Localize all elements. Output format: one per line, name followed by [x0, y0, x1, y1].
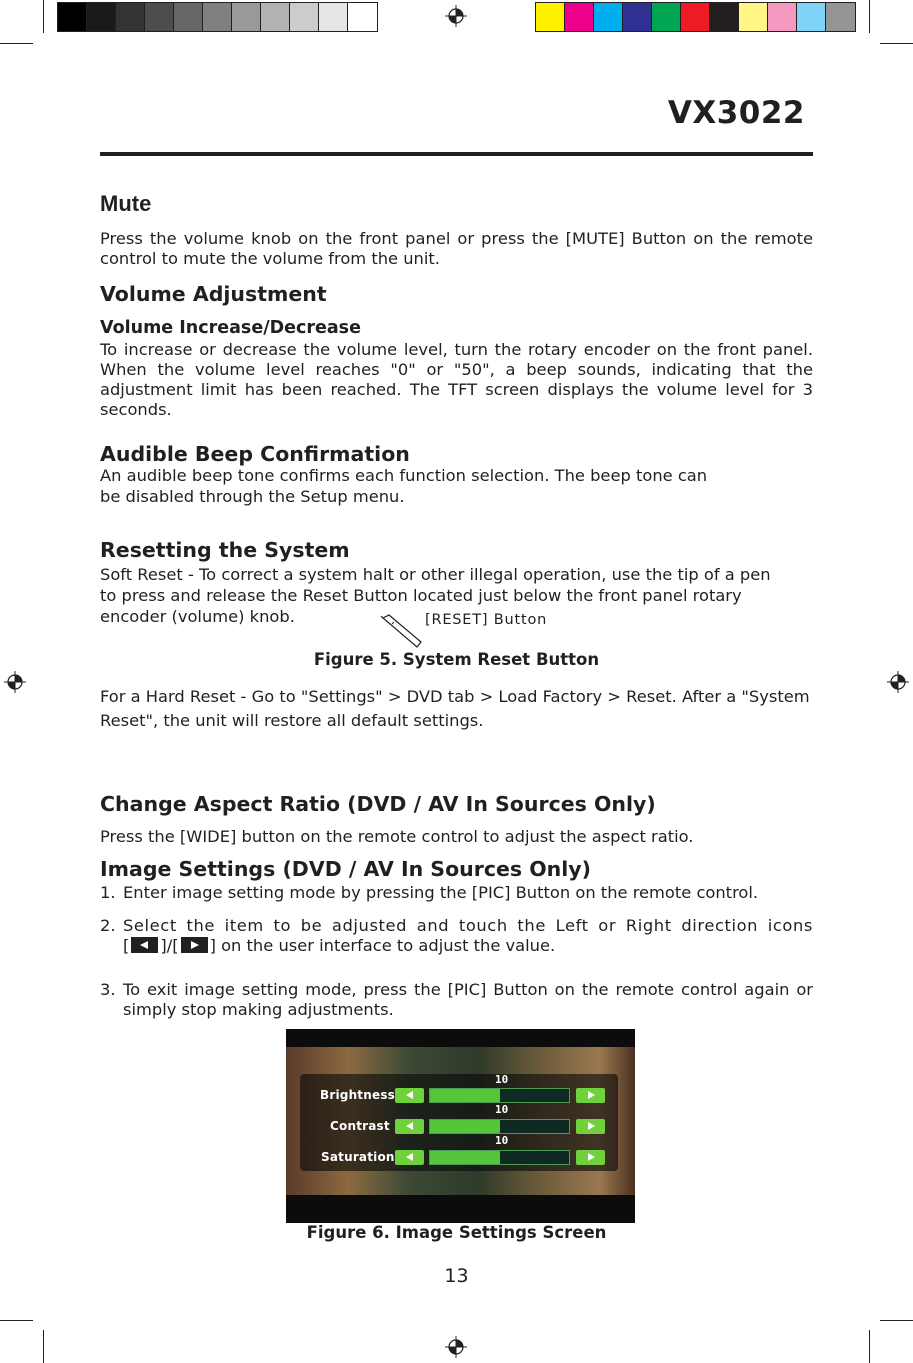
registration-mark-icon	[4, 671, 26, 693]
brightness-value: 10	[495, 1073, 509, 1086]
color-swatch	[203, 3, 232, 31]
aspect-heading: Change Aspect Ratio (DVD / AV In Sources Only)	[100, 792, 656, 816]
grayscale-swatches	[57, 2, 378, 32]
volume-body: To increase or decrease the volume level, turn the rotary encoder on the front panel. When the volume level reaches "0" or "50", a beep sounds, indicating that the adjustment limit has been reached. The TFT screen displays the volume level for 3 seconds.	[100, 340, 813, 419]
color-swatch	[565, 3, 594, 31]
color-swatch	[319, 3, 348, 31]
saturation-left-arrow-icon[interactable]	[395, 1150, 424, 1165]
volume-subheading: Volume Increase/Decrease	[100, 318, 361, 338]
aspect-body: Press the [WIDE] button on the remote control to adjust the aspect ratio.	[100, 827, 694, 846]
step-item: 3. To exit image setting mode, press the [PIC] Button on the remote control again or simply stop making adjustments.	[100, 980, 813, 1019]
saturation-right-arrow-icon[interactable]	[576, 1150, 605, 1165]
model-title: VX3022	[667, 95, 805, 131]
contrast-label: Contrast	[330, 1119, 390, 1133]
color-swatch	[232, 3, 261, 31]
color-swatch	[290, 3, 319, 31]
brightness-bar-fill	[430, 1089, 500, 1102]
color-swatch	[145, 3, 174, 31]
contrast-bar	[429, 1119, 570, 1134]
brightness-right-arrow-icon[interactable]	[576, 1088, 605, 1103]
step-item: 2. Select the item to be adjusted and touch the Left or Right direction icons [ ]/[ ] on the user interface to adjust the value.	[100, 916, 813, 955]
hard-reset-line1: For a Hard Reset - Go to "Settings" > DVD tab > Load Factory > Reset. After a "System	[100, 687, 810, 706]
contrast-bar-fill	[430, 1120, 500, 1133]
color-swatch	[58, 3, 87, 31]
image-settings-heading: Image Settings (DVD / AV In Sources Only)	[100, 857, 592, 881]
page-number: 13	[444, 1265, 469, 1287]
crop-mark	[43, 0, 44, 33]
volume-heading: Volume Adjustment	[100, 282, 327, 306]
color-swatch	[594, 3, 623, 31]
color-swatch	[710, 3, 739, 31]
color-swatch	[174, 3, 203, 31]
brightness-label: Brightness	[320, 1088, 396, 1102]
color-swatch	[623, 3, 652, 31]
crop-mark	[880, 43, 913, 44]
crop-mark	[0, 1320, 33, 1321]
reset-heading: Resetting the System	[100, 538, 350, 562]
crop-mark	[43, 1330, 44, 1363]
reset-button-label: [RESET] Button	[425, 612, 548, 628]
mute-heading: Mute	[100, 191, 152, 216]
color-swatch	[739, 3, 768, 31]
saturation-bar	[429, 1150, 570, 1165]
step-item: 1. Enter image setting mode by pressing the [PIC] Button on the remote control.	[100, 883, 759, 902]
figure6-caption: Figure 6. Image Settings Screen	[306, 1223, 607, 1242]
beep-body-line1: An audible beep tone confirms each function selection. The beep tone can	[100, 466, 708, 485]
saturation-value: 10	[495, 1134, 509, 1147]
brightness-left-arrow-icon[interactable]	[395, 1088, 424, 1103]
saturation-bar-fill	[430, 1151, 500, 1164]
crop-mark	[869, 0, 870, 33]
color-swatch	[768, 3, 797, 31]
color-swatch	[681, 3, 710, 31]
registration-mark-icon	[445, 1336, 467, 1358]
image-settings-screen	[286, 1029, 635, 1223]
saturation-label: Saturation	[321, 1150, 395, 1164]
color-swatch	[797, 3, 826, 31]
left-direction-icon	[131, 937, 158, 953]
crop-mark	[869, 1330, 870, 1363]
color-swatch	[348, 3, 377, 31]
right-direction-icon	[181, 937, 208, 953]
mute-body: Press the volume knob on the front panel or press the [MUTE] Button on the remote control to mute the volume from the unit.	[100, 229, 813, 268]
registration-mark-icon	[445, 5, 467, 27]
color-swatch	[261, 3, 290, 31]
color-swatches	[535, 2, 856, 32]
color-swatch	[116, 3, 145, 31]
color-swatch	[536, 3, 565, 31]
contrast-value: 10	[495, 1103, 509, 1116]
crop-mark	[880, 1320, 913, 1321]
contrast-right-arrow-icon[interactable]	[576, 1119, 605, 1134]
color-swatch	[87, 3, 116, 31]
crop-mark	[0, 43, 33, 44]
color-swatch	[826, 3, 855, 31]
header-rule	[100, 152, 813, 156]
reset-body-line2: to press and release the Reset Button located just below the front panel rotary	[100, 586, 742, 605]
beep-body-line2: be disabled through the Setup menu.	[100, 487, 405, 506]
hard-reset-line2: Reset", the unit will restore all default settings.	[100, 711, 484, 730]
contrast-left-arrow-icon[interactable]	[395, 1119, 424, 1134]
color-swatch	[652, 3, 681, 31]
registration-mark-icon	[887, 671, 909, 693]
reset-body-line3: encoder (volume) knob.	[100, 607, 295, 626]
reset-body-line1: Soft Reset - To correct a system halt or other illegal operation, use the tip of a pen	[100, 565, 771, 584]
beep-heading: Audible Beep Confirmation	[100, 442, 410, 466]
brightness-bar	[429, 1088, 570, 1103]
pen-icon	[380, 614, 424, 650]
figure5-caption: Figure 5. System Reset Button	[313, 650, 600, 669]
